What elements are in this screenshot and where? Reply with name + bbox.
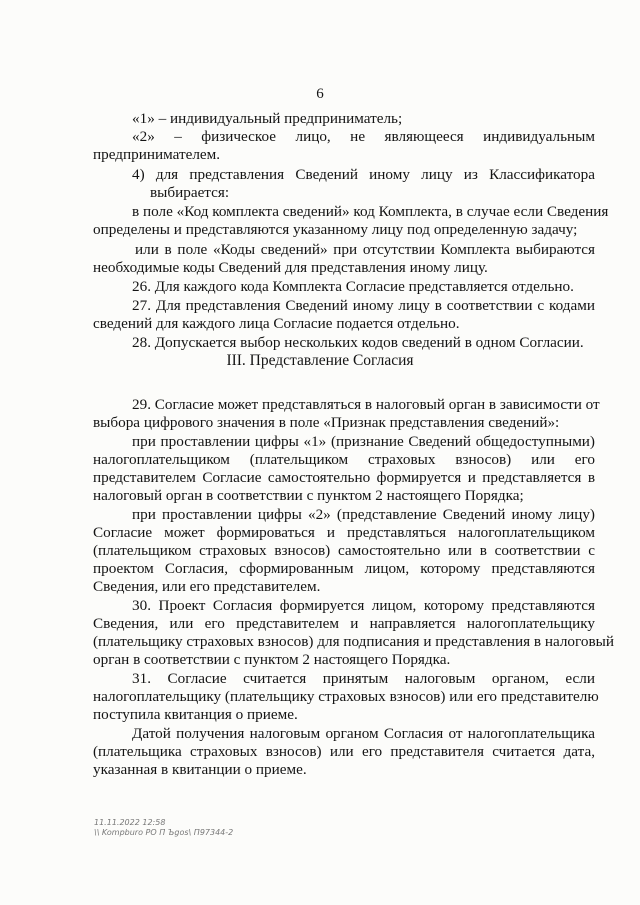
- text-line: необходимые коды Сведений для представления иному лицу.: [93, 259, 488, 276]
- text-line: поступила квитанция о приеме.: [93, 706, 298, 723]
- text-line: Сведения, или его представителем и направляется налогоплательщику: [93, 615, 595, 632]
- section-heading: III. Представление Согласия: [226, 352, 414, 369]
- text-line: налоговый орган в соответствии с пунктом 2 настоящего Порядка;: [93, 487, 524, 504]
- text-line: указанная в квитанции о приеме.: [93, 761, 307, 778]
- page-number: 6: [316, 86, 324, 102]
- text-line: проектом Согласия, сформированным лицом, которому представляются: [93, 560, 595, 577]
- text-line: (плательщика страховых взносов) или его представителя считается дата,: [93, 743, 595, 760]
- text-line: в поле «Код комплекта сведений» код Комплекта, в случае если Сведения: [132, 203, 609, 220]
- text-line: при проставлении цифры «1» (признание Сведений общедоступными): [132, 433, 595, 450]
- text-line: выбора цифрового значения в поле «Признак представления сведений»:: [93, 414, 560, 431]
- text-line: налогоплательщику (плательщику страховых взносов) или его представителю: [93, 688, 599, 705]
- text-line: 31. Согласие считается принятым налоговым органом, если: [132, 670, 595, 687]
- text-line: (плательщику страховых взносов) для подписания и представления в налоговый: [93, 633, 614, 650]
- text-line: (плательщиком страховых взносов) самостоятельно или в соответствии с: [93, 542, 595, 559]
- text-line: определены и представляются указанному лицу под определенную задачу;: [93, 221, 578, 238]
- text-line: при проставлении цифры «2» (представление Сведений иному лицу): [132, 506, 595, 523]
- text-line: 28. Допускается выбор нескольких кодов сведений в одном Согласии.: [132, 334, 584, 351]
- text-line: 27. Для представления Сведений иному лицу в соответствии с кодами: [132, 297, 595, 314]
- text-line: представителем Согласие самостоятельно формируется и представляется в: [93, 469, 595, 486]
- text-line: Согласие может формироваться и представляться налогоплательщиком: [93, 524, 595, 541]
- text-line: «2» – физическое лицо, не являющееся индивидуальным: [132, 128, 595, 145]
- text-line: сведений для каждого лица Согласие подается отдельно.: [93, 315, 460, 332]
- text-line: выбирается:: [150, 184, 230, 201]
- stamp-source: \\ Kompburo PO П Ъgos\ П97344-2: [94, 828, 234, 837]
- text-line: предпринимателем.: [93, 146, 221, 163]
- text-line: «1» – индивидуальный предприниматель;: [132, 110, 403, 127]
- text-line: 29. Согласие может представляться в налоговый орган в зависимости от: [132, 396, 600, 413]
- text-line: 26. Для каждого кода Комплекта Согласие представляется отдельно.: [132, 278, 574, 295]
- text-line: 30. Проект Согласия формируется лицом, которому представляются: [132, 597, 595, 614]
- text-line: налогоплательщиком (плательщиком страховых взносов) или его: [93, 451, 595, 468]
- text-line: 4) для представления Сведений иному лицу из Классификатора: [132, 166, 595, 183]
- stamp-datetime: 11.11.2022 12:58: [94, 818, 166, 827]
- text-line: орган в соответствии с пунктом 2 настоящего Порядка.: [93, 651, 451, 668]
- text-line: Сведения, или его представителем.: [93, 578, 321, 595]
- text-line: или в поле «Коды сведений» при отсутствии Комплекта выбираются: [135, 241, 595, 258]
- text-line: Датой получения налоговым органом Согласия от налогоплательщика: [132, 725, 595, 742]
